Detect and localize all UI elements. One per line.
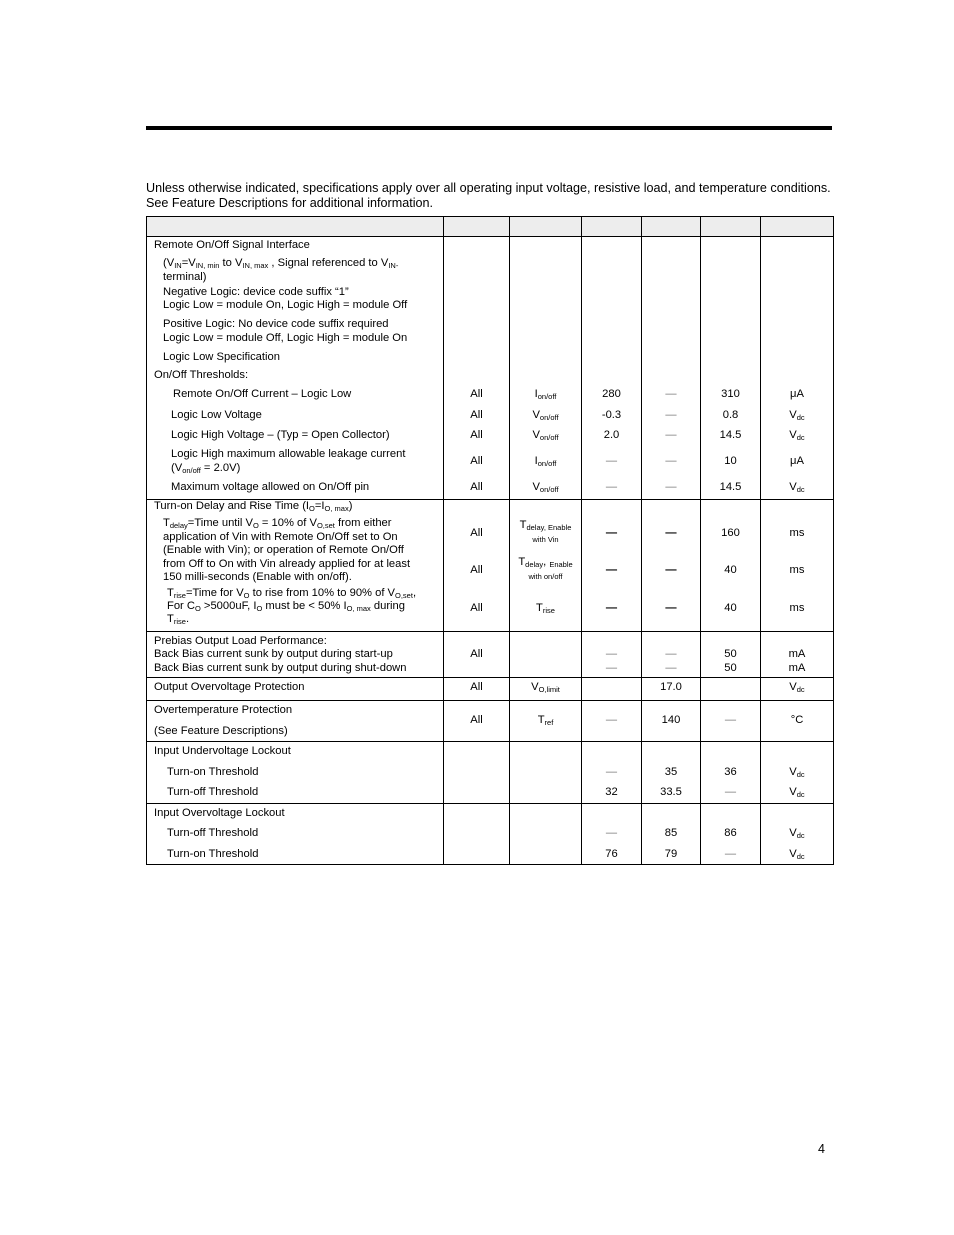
otp-line2: (See Feature Descriptions) xyxy=(154,725,288,737)
typ-cell: — xyxy=(665,429,677,441)
min-cell: — xyxy=(605,527,618,539)
intro-text: Unless otherwise indicated, specifications apply over all operating input voltage, resistive load, and temperature conditions. See Feature Descriptions for additional information. xyxy=(146,181,831,210)
unit-cell: μA xyxy=(790,388,804,400)
max-cell: 40 xyxy=(724,602,737,614)
param-logic-high-voltage: Logic High Voltage – (Typ = Open Collector) xyxy=(171,429,390,441)
typ-cell: — xyxy=(665,409,677,421)
otp-line1: Overtemperature Protection xyxy=(154,704,293,716)
symbol-cell: $V_{on/off}$ xyxy=(532,429,559,442)
typ-cell: — xyxy=(665,602,677,614)
unit-cell: $V_{dc}$ xyxy=(789,681,805,694)
typ-cell: 85 xyxy=(664,827,678,839)
unit-cell: °C xyxy=(790,714,804,726)
min-cell: — xyxy=(605,481,618,493)
unit-cell: $V_{dc}$ xyxy=(789,786,805,799)
symbol-cell: $T_{rise}$ xyxy=(536,602,555,615)
param-logic-low-voltage: Logic Low Voltage xyxy=(171,409,262,421)
param-max-voltage: Maximum voltage allowed on On/Off pin xyxy=(171,481,370,493)
table-row-remote-onoff xyxy=(147,237,834,500)
device-cell: All xyxy=(470,602,483,614)
turnon-title: Turn-on Delay and Rise Time $(I_O=I_{O, max})$ xyxy=(154,500,353,513)
unit-cell: $V_{dc}$ xyxy=(789,481,805,494)
page-number: 4 xyxy=(818,1142,825,1156)
table-row-uvlo xyxy=(147,742,834,804)
spec-table xyxy=(146,216,834,865)
device-cell: All xyxy=(470,648,483,660)
device-cell: All xyxy=(470,455,483,467)
typ-cell: — xyxy=(665,388,677,400)
device-cell: All xyxy=(470,429,483,441)
symbol-cell: $T_{delay}$, $_{Enable}$ xyxy=(518,556,573,569)
min-cell: -0.3 xyxy=(601,409,622,421)
typ-cell: — xyxy=(665,527,677,539)
typ-cell: — xyxy=(665,455,677,467)
min-cell: 280 xyxy=(602,388,621,400)
unit-cell: ms xyxy=(789,527,805,539)
symbol-cell: $V_{on/off}$ xyxy=(532,409,559,422)
onoff-thresholds: On/Off Thresholds: xyxy=(154,369,249,381)
max-cell: 0.8 xyxy=(722,409,739,421)
symbol-sub-line: with Vin xyxy=(532,535,559,544)
symbol-cell: $V_{on/off}$ xyxy=(532,481,559,494)
typ-cell: 33.5 xyxy=(660,786,682,798)
table-row-ovlo xyxy=(147,804,834,865)
typ-cell: 35 xyxy=(664,766,678,778)
symbol-cell: $T_{delay, Enable}$ xyxy=(519,519,572,532)
min-cell: — xyxy=(605,662,618,674)
unit-cell: ms xyxy=(789,602,805,614)
max-cell: 10 xyxy=(724,455,737,467)
prebias-line1: Prebias Output Load Performance: xyxy=(154,635,327,647)
positive-logic-line1: Positive Logic: No device code suffix required xyxy=(163,318,389,330)
symbol-cell: $V_{O,limit}$ xyxy=(531,681,560,694)
max-cell: — xyxy=(724,848,737,860)
device-cell: All xyxy=(470,714,483,726)
min-cell: 76 xyxy=(605,848,618,860)
positive-logic-line2: Logic Low = module Off, Logic High = module On xyxy=(163,332,408,344)
min-cell: — xyxy=(605,766,618,778)
table-row-turn-on-delay xyxy=(147,500,834,632)
min-cell: 32 xyxy=(605,786,618,798)
max-cell: — xyxy=(724,786,737,798)
max-cell: — xyxy=(724,714,737,726)
table-row-prebias xyxy=(147,632,834,678)
tdelay-def-line2: application of Vin with Remote On/Off set to On xyxy=(163,531,398,543)
ovlo-title: Input Overvoltage Lockout xyxy=(154,807,285,819)
tdelay-def-line5: 150 milli-seconds (Enable with on/off). xyxy=(163,571,352,583)
min-cell: — xyxy=(605,602,618,614)
trise-def-line3: $T_{rise}$. xyxy=(167,613,190,626)
trise-def-line1: $T_{rise}=Time$ for $V_O$ to rise from 10% to 90% of $V_{O,set}$, xyxy=(167,587,417,600)
table-row-otp xyxy=(147,701,834,742)
max-cell: 50 xyxy=(724,662,737,674)
tdelay-def-line1: $T_{delay}=Time$ until $V_O = 10\%$ of $V_{O,set}$ from either xyxy=(163,517,392,530)
ovlo-turn-on: Turn-on Threshold xyxy=(167,848,259,860)
typ-cell: 17.0 xyxy=(660,681,682,693)
device-cell: All xyxy=(470,527,483,539)
device-cell: All xyxy=(470,388,483,400)
uvlo-turn-on: Turn-on Threshold xyxy=(167,766,259,778)
prebias-line3: Back Bias current sunk by output during shut-down xyxy=(154,662,407,674)
typ-cell: 140 xyxy=(661,714,681,726)
unit-cell: $V_{dc}$ xyxy=(789,766,805,779)
unit-cell: $V_{dc}$ xyxy=(789,429,805,442)
device-cell: All xyxy=(470,481,483,493)
param-remote-current: Remote On/Off Current – Logic Low xyxy=(173,388,352,400)
typ-cell: 79 xyxy=(664,848,678,860)
symbol-sub-line: with on/off xyxy=(528,572,563,581)
uvlo-title: Input Undervoltage Lockout xyxy=(154,745,291,757)
table-header xyxy=(147,217,834,237)
ovp-param: Output Overvoltage Protection xyxy=(154,681,305,693)
max-cell: 50 xyxy=(724,648,737,660)
unit-cell: $V_{dc}$ xyxy=(789,848,805,861)
remote-condition-terminal: terminal) xyxy=(163,271,207,283)
remote-condition: ($V_{IN}=V_{IN, min}$ to $V_{IN, max}$ , Signal referenced to $V_{IN-}$ xyxy=(163,257,399,270)
unit-cell: μA xyxy=(790,455,804,467)
max-cell: 14.5 xyxy=(719,481,742,493)
negative-logic-line1: Negative Logic: device code suffix “1” xyxy=(163,286,349,298)
ovlo-turn-off: Turn-off Threshold xyxy=(167,827,259,839)
typ-cell: — xyxy=(665,564,677,576)
min-cell: — xyxy=(605,564,618,576)
uvlo-turn-off: Turn-off Threshold xyxy=(167,786,259,798)
device-cell: All xyxy=(470,681,483,693)
param-leakage-current-cond: $(V_{on/off} = 2.0V)$ xyxy=(171,462,241,475)
typ-cell: — xyxy=(665,648,677,660)
prebias-line2: Back Bias current sunk by output during start-up xyxy=(154,648,393,660)
unit-cell: $V_{dc}$ xyxy=(789,827,805,840)
unit-cell: mA xyxy=(788,648,806,660)
top-rule xyxy=(146,126,832,130)
max-cell: 310 xyxy=(721,388,740,400)
table-row-output-ovp xyxy=(147,678,834,701)
remote-title: Remote On/Off Signal Interface xyxy=(154,239,310,251)
max-cell: 40 xyxy=(724,564,737,576)
min-cell: 2.0 xyxy=(603,429,620,441)
max-cell: 36 xyxy=(724,766,737,778)
param-leakage-current: Logic High maximum allowable leakage current xyxy=(171,448,406,460)
min-cell: — xyxy=(605,827,618,839)
max-cell: 14.5 xyxy=(719,429,742,441)
symbol-cell: $I_{on/off}$ xyxy=(534,455,557,468)
negative-logic-line2: Logic Low = module On, Logic High = module Off xyxy=(163,299,408,311)
unit-cell: mA xyxy=(788,662,806,674)
symbol-cell: $T_{ref}$ xyxy=(537,714,554,727)
tdelay-def-line4: from Off to On with Vin already applied for at least xyxy=(163,558,411,570)
min-cell: — xyxy=(605,648,618,660)
symbol-cell: $I_{on/off}$ xyxy=(534,388,557,401)
min-cell: — xyxy=(605,455,618,467)
logic-low-spec: Logic Low Specification xyxy=(163,351,280,363)
typ-cell: — xyxy=(665,662,677,674)
device-cell: All xyxy=(470,409,483,421)
trise-def-line2: For $C_O >5000uF$, $I_O$ must be < 50% $I_{O, max}$ during xyxy=(167,600,405,613)
unit-cell: ms xyxy=(789,564,805,576)
typ-cell: — xyxy=(665,481,677,493)
device-cell: All xyxy=(470,564,483,576)
min-cell: — xyxy=(605,714,618,726)
unit-cell: $V_{dc}$ xyxy=(789,409,805,422)
tdelay-def-line3: (Enable with Vin); or operation of Remote On/Off xyxy=(163,544,404,556)
max-cell: 86 xyxy=(724,827,737,839)
max-cell: 160 xyxy=(721,527,740,539)
